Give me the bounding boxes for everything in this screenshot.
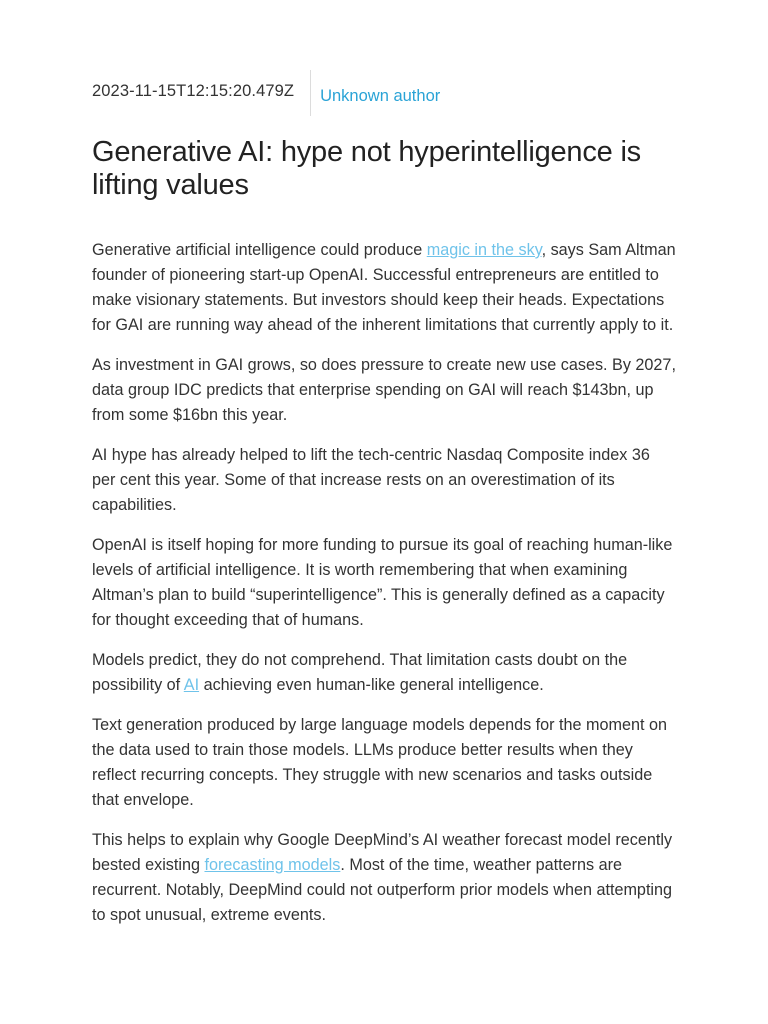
paragraph-6: Text generation produced by large language models depends for the moment on the data used to train those models. LLMs produce better results when they reflect recurring concepts. They struggle with new scenarios and tasks outside that envelope.	[92, 716, 668, 809]
author-link[interactable]: Unknown author	[320, 87, 441, 105]
article-headline: Generative AI: hype not hyperintelligence is lifting values	[92, 136, 641, 201]
paragraph-7	[92, 828, 676, 928]
ai-link[interactable]: AI	[183, 676, 200, 694]
paragraph-5-text-after: achieving even human-like general intelligence.	[199, 676, 544, 694]
paragraph-1-text-after: , says Sam Altman founder of pioneering start-up OpenAI. Successful entrepreneurs are entitled to make visionary statements. But investors should keep their heads. Expectations for GAI are running way ahead of the inherent limitations that currently apply to it.	[92, 241, 676, 334]
paragraph-5-text-before: Models predict, they do not comprehend. That limitation casts doubt on the possibility of	[92, 651, 628, 694]
publish-date: 2023-11-15T12:15:20.479Z	[92, 82, 295, 100]
paragraph-5	[92, 648, 676, 698]
article-meta	[92, 70, 676, 116]
paragraph-1	[92, 238, 676, 338]
article-body	[92, 238, 676, 928]
paragraph-2: As investment in GAI grows, so does pressure to create new use cases. By 2027, data group IDC predicts that enterprise spending on GAI will reach $143bn, up from some $16bn this year.	[92, 356, 676, 424]
magic-in-the-sky-link[interactable]: magic in the sky	[426, 241, 542, 259]
paragraph-1-text-before: Generative artificial intelligence could produce	[92, 241, 427, 259]
paragraph-4: OpenAI is itself hoping for more funding to pursue its goal of reaching human-like levels of artificial intelligence. It is worth remembering that when examining Altman’s plan to build “superintelligence”. This is generally defined as a capacity for thought exceeding that of humans.	[92, 536, 673, 629]
paragraph-3: AI hype has already helped to lift the tech-centric Nasdaq Composite index 36 per cent this year. Some of that increase rests on an overestimation of its capabilities.	[92, 446, 650, 514]
meta-divider	[310, 70, 311, 116]
article	[92, 70, 676, 943]
paragraph-7-text-before: This helps to explain why Google DeepMind’s AI weather forecast model recently bested existing	[92, 831, 673, 874]
forecasting-models-link[interactable]: forecasting models	[204, 856, 341, 874]
paragraph-7-text-after: . Most of the time, weather patterns are recurrent. Notably, DeepMind could not outperform prior models when attempting to spot unusual, extreme events.	[92, 856, 673, 924]
